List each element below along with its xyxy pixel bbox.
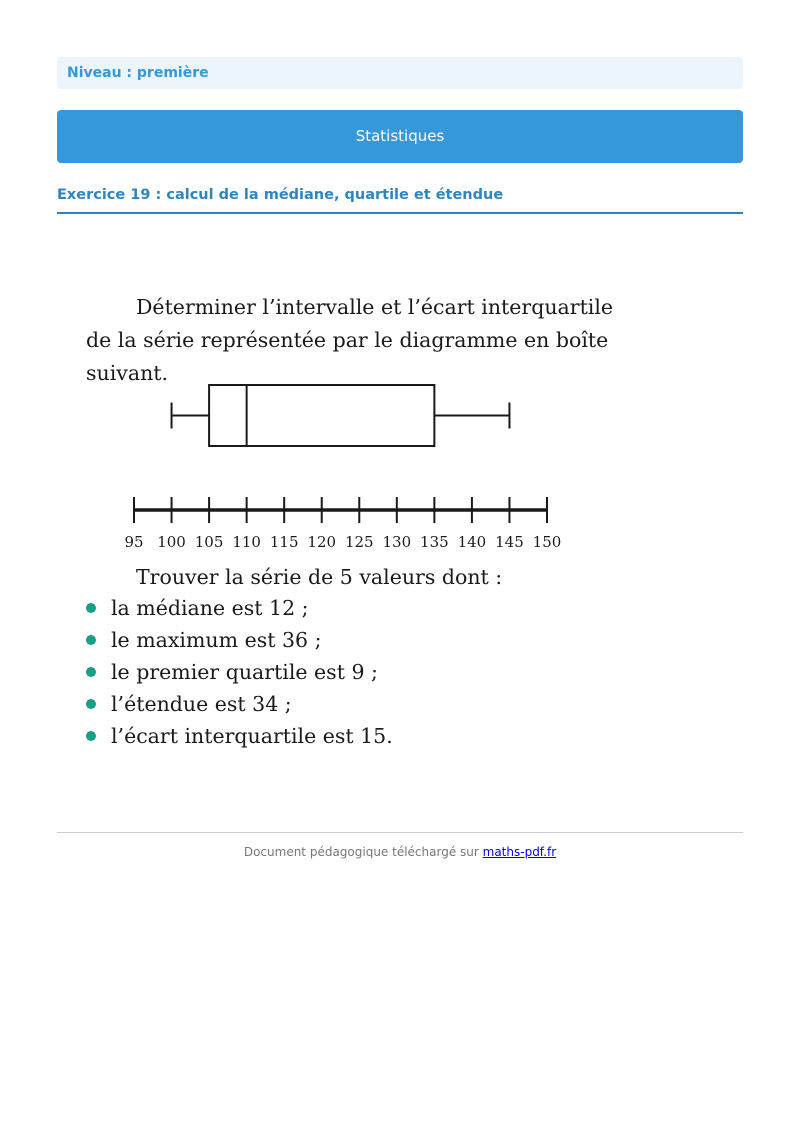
- tick-label: 150: [532, 533, 562, 551]
- tick-label: 130: [382, 533, 412, 551]
- exercise-intro: Déterminer l’intervalle et l’écart interquartile de la série représentée par le diagramme en boîte suivant.: [86, 295, 614, 385]
- topic-banner: Statistiques: [57, 110, 743, 163]
- box-plot: [0, 370, 800, 560]
- bullet-icon: [86, 635, 96, 645]
- source-link[interactable]: maths-pdf.fr: [482, 845, 557, 859]
- condition-text: le maximum est 36 ;: [111, 628, 322, 652]
- exercise-title: Exercice 19 : calcul de la médiane, quartile et étendue: [57, 184, 743, 214]
- tick-label: 125: [344, 533, 374, 551]
- tick-label: 135: [420, 533, 449, 551]
- bullet-icon: [86, 667, 96, 677]
- tick-label: 120: [307, 533, 337, 551]
- tick-label: 140: [457, 533, 487, 551]
- bullet-icon: [86, 731, 96, 741]
- footer: [57, 845, 743, 859]
- tick-label: 100: [157, 533, 186, 551]
- footer-text: Document pédagogique téléchargé sur: [243, 845, 483, 859]
- list-item: [86, 720, 393, 752]
- footer-divider: [57, 832, 743, 833]
- bullet-icon: [86, 699, 96, 709]
- list-item: [86, 592, 393, 624]
- tick-label: 105: [194, 533, 224, 551]
- level-label: Niveau : première: [57, 57, 743, 89]
- condition-text: l’écart interquartile est 15.: [111, 724, 393, 748]
- tick-label: 145: [495, 533, 524, 551]
- list-item: [86, 624, 393, 656]
- condition-text: le premier quartile est 9 ;: [111, 660, 378, 684]
- tick-label: 115: [269, 533, 299, 551]
- condition-text: l’étendue est 34 ;: [111, 692, 292, 716]
- tick-label: 95: [124, 533, 144, 551]
- conditions-list: [86, 592, 393, 752]
- list-item: [86, 688, 393, 720]
- interquartile-box: [209, 385, 434, 446]
- find-series-label: Trouver la série de 5 valeurs dont :: [136, 565, 503, 589]
- condition-text: la médiane est 12 ;: [111, 596, 309, 620]
- list-item: [86, 656, 393, 688]
- tick-label: 110: [232, 533, 261, 551]
- bullet-icon: [86, 603, 96, 613]
